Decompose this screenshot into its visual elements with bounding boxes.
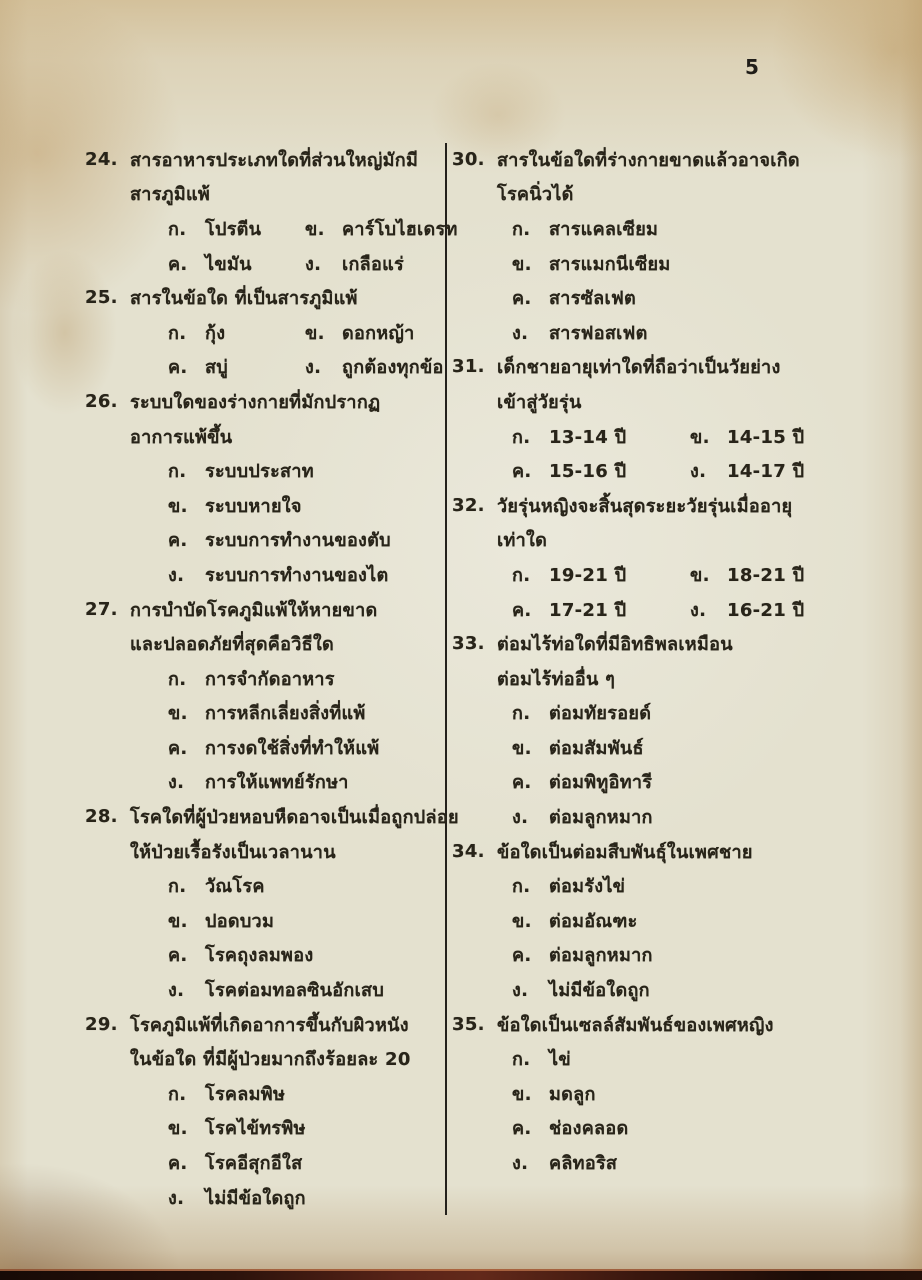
option-item (305, 318, 415, 347)
option-row (452, 453, 914, 488)
option-letter: ก. (512, 703, 531, 725)
question-line (85, 592, 441, 627)
option-text: ต่อมลูกหมาก (549, 945, 653, 967)
question-number: 34. (452, 840, 485, 862)
question-item (85, 799, 459, 1007)
question-text: โรคภูมิแพ้ที่เกิดอาการขึ้นกับผิวหนัง (130, 1014, 409, 1036)
option-text: การให้แพทย์รักษา (205, 772, 349, 794)
question-text: สารอาหารประเภทใดที่ส่วนใหญ่มักมี (130, 149, 419, 171)
option-row (452, 903, 914, 938)
option-letter: ง. (690, 599, 707, 621)
option-letter: ข. (690, 564, 710, 586)
question-item (452, 142, 914, 350)
question-item (452, 834, 914, 1007)
option-text: ต่อมลูกหมาก (549, 807, 653, 829)
question-line (85, 834, 441, 869)
option-letter: ข. (512, 1083, 532, 1105)
question-line (452, 1007, 914, 1042)
option-item (512, 767, 652, 796)
option-letter: ง. (305, 253, 322, 275)
option-letter: ค. (512, 599, 532, 621)
option-item (512, 595, 690, 624)
question-item (85, 592, 441, 800)
option-item (168, 975, 384, 1004)
option-row (85, 730, 441, 765)
option-letter: ก. (512, 426, 531, 448)
question-text: เข้าสู่วัยรุ่น (497, 391, 582, 413)
option-text: คาร์โบไฮเดรท (342, 218, 458, 240)
question-item (85, 1007, 441, 1215)
question-item (85, 384, 441, 592)
option-text: 18-21 ปี (727, 564, 805, 586)
question-item (85, 142, 458, 280)
option-row (452, 765, 914, 800)
option-letter: ก. (168, 876, 187, 898)
option-row (85, 246, 441, 281)
question-line (452, 384, 914, 419)
question-line (85, 177, 441, 212)
question-text: สารภูมิแพ้ (130, 184, 211, 206)
option-letter: ง. (168, 1187, 185, 1209)
question-line (452, 626, 914, 661)
option-item (512, 456, 690, 485)
option-letter: ค. (168, 737, 188, 759)
option-item (690, 595, 804, 624)
option-text: ระบบการทำงานของตับ (205, 530, 391, 552)
question-number: 26. (85, 390, 118, 412)
option-letter: ค. (512, 461, 532, 483)
question-line (85, 142, 441, 177)
option-row (452, 799, 914, 834)
option-item (512, 283, 636, 312)
option-text: ไข่ (549, 1049, 571, 1071)
option-item (168, 733, 379, 762)
option-row (452, 1076, 914, 1111)
option-item (512, 906, 638, 935)
question-line (452, 834, 914, 869)
option-text: โรคถุงลมพอง (205, 945, 314, 967)
option-item (512, 214, 658, 243)
option-letter: ข. (512, 910, 532, 932)
option-item (168, 560, 388, 589)
question-text: ข้อใดเป็นเซลล์สัมพันธ์ของเพศหญิง (497, 1014, 774, 1036)
option-text: 13-14 ปี (549, 426, 627, 448)
option-item (168, 1183, 306, 1212)
option-text: ต่อมทัยรอยด์ (549, 703, 652, 725)
column-divider-line (445, 143, 447, 1215)
option-text: การจำกัดอาหาร (205, 668, 335, 690)
option-text: ระบบการทำงานของไต (205, 564, 389, 586)
option-row (85, 1145, 441, 1180)
option-item (512, 1148, 617, 1177)
option-item (512, 1113, 629, 1142)
option-letter: ข. (168, 910, 188, 932)
question-text: การบำบัดโรคภูมิแพ้ให้หายขาด (130, 599, 378, 621)
question-item (452, 488, 914, 626)
option-row (85, 453, 441, 488)
option-letter: ค. (512, 1118, 532, 1140)
option-item (512, 802, 653, 831)
option-row (85, 868, 441, 903)
option-item (168, 906, 274, 935)
option-text: ไม่มีข้อใดถูก (205, 1187, 306, 1209)
option-text: ไม่มีข้อใดถูก (549, 980, 650, 1002)
option-item (168, 456, 314, 485)
question-item (452, 626, 914, 834)
option-text: ถูกต้องทุกข้อ (342, 357, 444, 379)
question-text: ในข้อใด ที่มีผู้ป่วยมากถึงร้อยละ 20 (130, 1049, 411, 1071)
option-item (512, 733, 644, 762)
question-number: 24. (85, 148, 118, 170)
question-line (85, 1041, 441, 1076)
option-text: ไขมัน (205, 253, 252, 275)
option-text: ระบบหายใจ (205, 495, 302, 517)
option-item (168, 1113, 306, 1142)
option-letter: ข. (512, 253, 532, 275)
option-item (168, 871, 265, 900)
question-text: สารในข้อใดที่ร่างกายขาดแล้วอาจเกิด (497, 149, 800, 171)
option-text: โรคอีสุกอีใส (205, 1153, 303, 1175)
option-row (452, 315, 914, 350)
question-line (452, 523, 914, 558)
option-text: วัณโรค (205, 876, 265, 898)
option-row (85, 211, 458, 246)
option-item (168, 698, 366, 727)
question-text: อาการแพ้ขึ้น (130, 426, 233, 448)
option-row (452, 211, 914, 246)
option-item (168, 525, 391, 554)
option-letter: ก. (168, 218, 187, 240)
option-text: โปรตีน (205, 218, 262, 240)
option-row (85, 488, 441, 523)
option-item (168, 491, 302, 520)
option-letter: ค. (168, 357, 188, 379)
option-row (452, 730, 914, 765)
option-letter: ง. (512, 1153, 529, 1175)
option-letter: ง. (512, 322, 529, 344)
option-item (512, 249, 671, 278)
question-text: ต่อมไร้ท่ออื่น ๆ (497, 668, 616, 690)
option-row (452, 972, 914, 1007)
option-letter: ก. (168, 668, 187, 690)
question-text: เท่าใด (497, 530, 548, 552)
option-item (512, 422, 690, 451)
question-line (85, 384, 441, 419)
column-left (85, 142, 459, 1214)
question-line (452, 488, 914, 523)
question-text: ให้ป่วยเรื้อรังเป็นเวลานาน (130, 841, 336, 863)
option-text: เกลือแร่ (342, 253, 404, 275)
option-row (85, 938, 441, 973)
page-bottom-edge (0, 1271, 922, 1280)
option-text: ต่อมรังไข่ (549, 876, 626, 898)
option-row (452, 419, 914, 454)
question-line (85, 626, 441, 661)
question-line (452, 142, 914, 177)
option-letter: ง. (168, 980, 185, 1002)
option-row (452, 557, 914, 592)
option-letter: ก. (512, 876, 531, 898)
option-row (452, 1111, 914, 1146)
option-text: กุ้ง (205, 322, 226, 344)
option-row (85, 765, 441, 800)
option-row (85, 557, 441, 592)
option-text: สารแมกนีเซียม (549, 253, 671, 275)
question-item (85, 280, 444, 384)
option-text: สารแคลเซียม (549, 218, 659, 240)
option-text: ช่องคลอด (549, 1118, 629, 1140)
option-text: โรคต่อมทอลซินอักเสบ (205, 980, 385, 1002)
option-item (690, 560, 804, 589)
question-text: เด็กชายอายุเท่าใดที่ถือว่าเป็นวัยย่าง (497, 357, 781, 379)
option-letter: ก. (168, 322, 187, 344)
option-row (452, 280, 914, 315)
question-number: 35. (452, 1013, 485, 1035)
option-letter: ค. (168, 945, 188, 967)
question-number: 25. (85, 287, 118, 309)
option-item (512, 1044, 571, 1073)
option-letter: ง. (168, 772, 185, 794)
option-letter: ง. (305, 357, 322, 379)
option-row (85, 350, 444, 385)
question-text: สารในข้อใด ที่เป็นสารภูมิแพ้ (130, 288, 358, 310)
question-number: 27. (85, 598, 118, 620)
option-text: ต่อมอัณฑะ (549, 910, 638, 932)
option-row (452, 868, 914, 903)
option-item (168, 318, 305, 347)
option-row (85, 903, 441, 938)
question-text: ระบบใดของร่างกายที่มักปรากฏ (130, 391, 381, 413)
option-letter: ข. (305, 218, 325, 240)
question-item (452, 1007, 914, 1180)
option-row (85, 1076, 441, 1111)
option-text: คลิทอริส (549, 1153, 618, 1175)
option-text: สารซัลเฟต (549, 288, 636, 310)
question-item (452, 350, 914, 488)
option-text: ระบบประสาท (205, 461, 314, 483)
option-text: ปอดบวม (205, 910, 275, 932)
option-letter: ค. (512, 945, 532, 967)
option-item (168, 1079, 285, 1108)
option-letter: ข. (690, 426, 710, 448)
option-text: การงดใช้สิ่งที่ทำให้แพ้ (205, 737, 380, 759)
option-text: ดอกหญ้า (342, 322, 415, 344)
option-row (85, 661, 441, 696)
option-item (168, 249, 305, 278)
option-text: 17-21 ปี (549, 599, 627, 621)
option-item (305, 214, 458, 243)
column-right (452, 142, 914, 1180)
question-number: 33. (452, 633, 485, 655)
option-row (85, 972, 441, 1007)
option-item (512, 698, 651, 727)
option-text: การหลีกเลี่ยงสิ่งที่แพ้ (205, 703, 366, 725)
option-row (85, 523, 441, 558)
question-number: 31. (452, 356, 485, 378)
question-line (452, 177, 914, 212)
option-text: โรคไข้ทรพิษ (205, 1118, 306, 1140)
option-item (168, 1148, 302, 1177)
option-item (690, 422, 804, 451)
option-text: 16-21 ปี (727, 599, 805, 621)
option-letter: ค. (168, 1153, 188, 1175)
option-row (452, 696, 914, 731)
option-letter: ข. (168, 703, 188, 725)
option-text: มดลูก (549, 1083, 596, 1105)
option-letter: ง. (168, 564, 185, 586)
option-letter: ข. (305, 322, 325, 344)
option-row (452, 592, 914, 627)
option-item (168, 214, 305, 243)
question-line (85, 799, 459, 834)
question-number: 30. (452, 148, 485, 170)
option-item (168, 940, 313, 969)
option-item (305, 352, 444, 381)
option-row (452, 246, 914, 281)
option-letter: ง. (690, 461, 707, 483)
question-text: โรคนิ่วได้ (497, 184, 574, 206)
question-number: 32. (452, 494, 485, 516)
option-row (452, 938, 914, 973)
option-item (168, 664, 335, 693)
option-letter: ค. (168, 530, 188, 552)
question-number: 28. (85, 806, 118, 828)
option-row (85, 696, 441, 731)
question-text: และปลอดภัยที่สุดคือวิธีใด (130, 634, 335, 656)
option-item (512, 975, 650, 1004)
question-text: วัยรุ่นหญิงจะสิ้นสุดระยะวัยรุ่นเมื่ออายุ (497, 495, 793, 517)
option-letter: ก. (512, 564, 531, 586)
option-item (512, 318, 648, 347)
option-item (512, 1079, 596, 1108)
question-text: โรคใดที่ผู้ป่วยหอบหืดอาจเป็นเมื่อถูกปล่อย (130, 807, 459, 829)
option-text: สารฟอสเฟต (549, 322, 648, 344)
question-line (452, 661, 914, 696)
question-line (85, 1007, 441, 1042)
option-letter: ค. (168, 253, 188, 275)
option-text: 15-16 ปี (549, 461, 627, 483)
option-letter: ข. (512, 737, 532, 759)
question-line (452, 350, 914, 385)
option-letter: ก. (512, 218, 531, 240)
option-row (85, 1111, 441, 1146)
option-item (512, 560, 690, 589)
option-row (85, 1180, 441, 1215)
option-row (452, 1145, 914, 1180)
option-letter: ค. (512, 288, 532, 310)
option-text: ต่อมสัมพันธ์ (549, 737, 644, 759)
option-letter: ง. (512, 807, 529, 829)
option-letter: ค. (512, 772, 532, 794)
option-letter: ก. (512, 1049, 531, 1071)
question-line (85, 419, 441, 454)
option-item (690, 456, 804, 485)
option-text: 14-15 ปี (727, 426, 805, 448)
option-letter: ข. (168, 495, 188, 517)
option-text: 14-17 ปี (727, 461, 805, 483)
option-letter: ข. (168, 1118, 188, 1140)
option-item (168, 767, 349, 796)
question-line (85, 280, 441, 315)
option-row (452, 1041, 914, 1076)
option-text: สบู่ (205, 357, 229, 379)
question-text: ต่อมไร้ท่อใดที่มีอิทธิพลเหมือน (497, 634, 733, 656)
page-number: 5 (745, 55, 760, 79)
option-item (168, 352, 305, 381)
option-item (512, 871, 625, 900)
option-text: ต่อมพิทูอิทารี (549, 772, 653, 794)
question-text: ข้อใดเป็นต่อมสืบพันธุ์ในเพศชาย (497, 841, 753, 863)
option-letter: ง. (512, 980, 529, 1002)
option-item (512, 940, 653, 969)
option-text: โรคลมพิษ (205, 1083, 286, 1105)
option-item (305, 249, 404, 278)
option-letter: ก. (168, 1083, 187, 1105)
option-row (85, 315, 441, 350)
option-letter: ก. (168, 461, 187, 483)
question-number: 29. (85, 1013, 118, 1035)
option-text: 19-21 ปี (549, 564, 627, 586)
